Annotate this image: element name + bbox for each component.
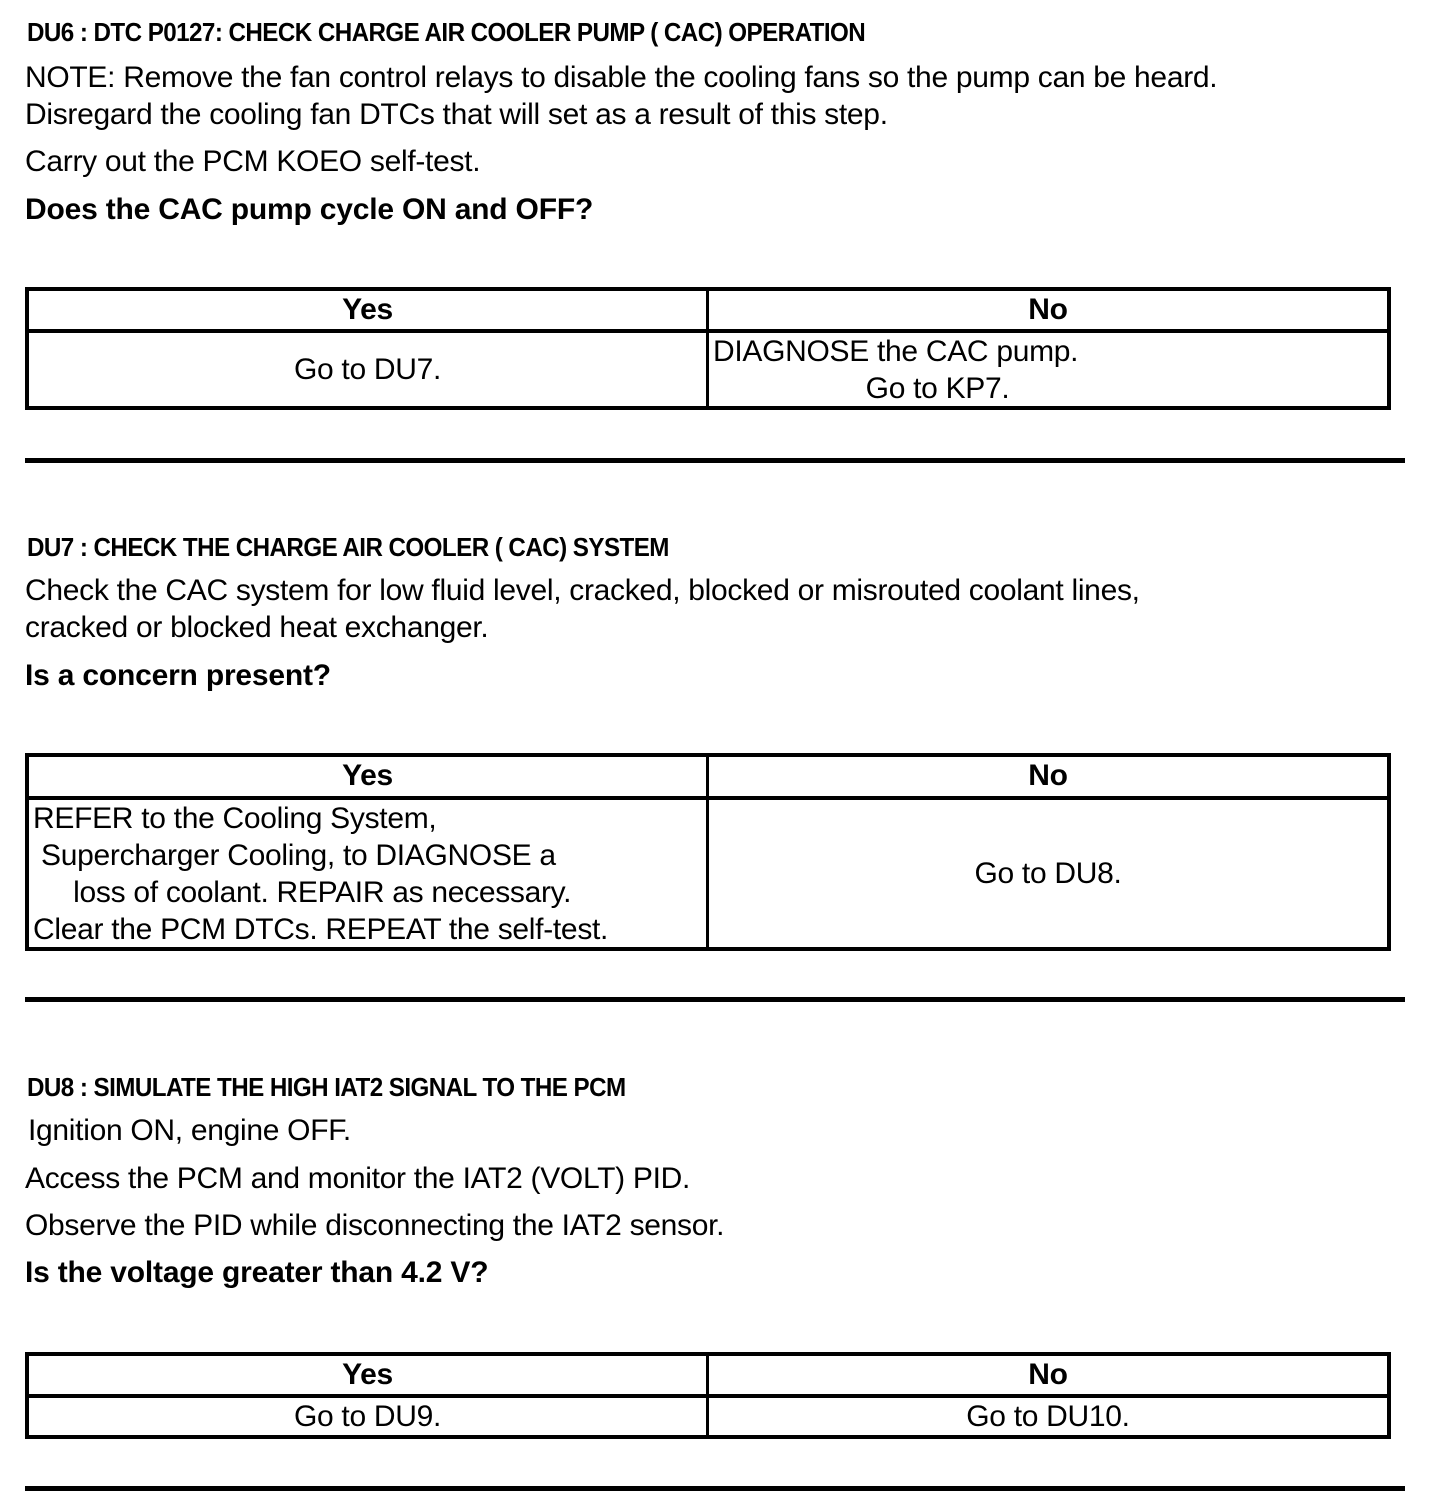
yes-header: Yes: [29, 291, 709, 333]
no-action-line: DIAGNOSE the CAC pump.: [713, 335, 1079, 368]
section-du8-answer-table: [25, 1352, 1391, 1439]
yes-header: Yes: [29, 757, 709, 800]
yes-action: Go to DU7.: [29, 333, 709, 407]
no-header: No: [709, 291, 1387, 333]
yes-action-line: REFER to the Cooling System,: [33, 802, 437, 835]
section-du6-note-line1: NOTE: Remove the fan control relays to disable the cooling fans so the pump can be heard.: [25, 61, 1218, 94]
section-du8-step3: Observe the PID while disconnecting the IAT2 sensor.: [25, 1209, 725, 1242]
no-header: No: [709, 757, 1387, 800]
no-action: [709, 333, 1387, 407]
section-du6-instruction: Carry out the PCM KOEO self-test.: [25, 145, 481, 178]
yes-action-line: Supercharger Cooling, to DIAGNOSE a: [33, 839, 556, 872]
section-divider: [25, 997, 1405, 1002]
section-du6-question: Does the CAC pump cycle ON and OFF?: [25, 193, 594, 226]
yes-action: [29, 800, 709, 948]
no-action: Go to DU10.: [966, 1399, 1130, 1433]
section-du7-text-line1: Check the CAC system for low fluid level, cracked, blocked or misrouted coolant lines,: [25, 574, 1140, 607]
section-divider: [25, 458, 1405, 463]
section-du7-answer-table: [25, 753, 1391, 951]
section-du7-title: DU7 : CHECK THE CHARGE AIR COOLER ( CAC) SYSTEM: [27, 532, 669, 562]
no-action: Go to DU8.: [974, 857, 1122, 890]
yes-action: Go to DU9.: [29, 1398, 709, 1435]
section-du8-step1: Ignition ON, engine OFF.: [28, 1114, 351, 1147]
yes-action-line: loss of coolant. REPAIR as necessary.: [33, 876, 572, 909]
section-du6-note-line2: Disregard the cooling fan DTCs that will set as a result of this step.: [25, 98, 888, 131]
section-divider: [25, 1486, 1405, 1491]
section-du6-answer-table: [25, 287, 1391, 410]
no-action-line: Go to KP7.: [713, 372, 1010, 405]
yes-header: Yes: [29, 1356, 709, 1398]
section-du6-title: DU6 : DTC P0127: CHECK CHARGE AIR COOLER PUMP ( CAC) OPERATION: [27, 17, 866, 47]
section-du8-step2: Access the PCM and monitor the IAT2 (VOLT) PID.: [25, 1162, 691, 1195]
section-du8-title: DU8 : SIMULATE THE HIGH IAT2 SIGNAL TO THE PCM: [27, 1072, 626, 1102]
yes-action-line: Clear the PCM DTCs. REPEAT the self-test.: [33, 913, 609, 946]
section-du7-text-line2: cracked or blocked heat exchanger.: [25, 611, 489, 644]
no-header: No: [709, 1356, 1387, 1398]
section-du7-question: Is a concern present?: [25, 659, 331, 692]
section-du8-question: Is the voltage greater than 4.2 V?: [25, 1256, 489, 1289]
